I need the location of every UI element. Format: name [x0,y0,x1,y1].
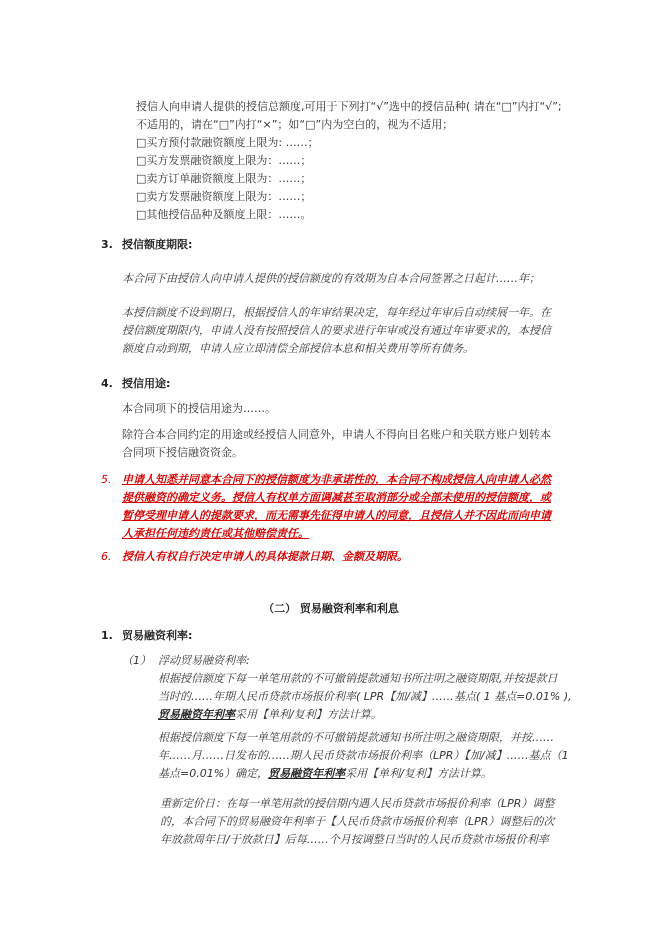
section-4-para-1: 本合同项下的授信用途为……。 [122,402,276,415]
rate-1-title: 贸易融资利率: [122,629,193,642]
rate-term-bold: 贸易融资年利率 [268,767,346,780]
intro-line-2: 不适用的，请在“□”内打“×”；如“□”内为空白的，视为不适用； [136,118,454,131]
section-2-heading: （二） 贸易融资利率和利息 [263,602,399,615]
rate-term-bold: 贸易融资年利率 [158,708,235,721]
section-3-para-2: 本授信额度不设到期日，根据授信人的年审结果决定，每年经过年审后自动续展一年。在 授信额度期限内，申请人没有按照授信人的要求进行年审或没有通过年审要求的，本授信 额度自动到期，申请人应立即清偿全部授信本息和相关费用等所有债务。 [122,306,551,355]
rate-para-a: 根据授信额度下每一单笔用款的不可撤销提款通知书所注明之融资期限,并按提款日 当时的……年期人民币贷款市场报价利率( LPR【加/减】……基点( 1 基点=0.01% ), 贸易融资年利率采用【单利/复利】方法计算。 [158,672,572,721]
section-3-number: 3. [101,238,113,251]
intro-item: □买方预付款融资额度上限为: ……； [136,136,319,149]
section-5-text: 申请人知悉并同意本合同下的授信额度为非承诺性的，本合同不构成授信人向申请人必然 提供融资的确定义务。授信人有权单方面调减甚至取消部分或全部未使用的授信额度，或 暂停受理申请人的提款要求，而无需事先征得申请人的同意，且授信人并不因此而向申请 人承担任何违约责任或其他赔偿责任。 [122,473,551,540]
section-5-number: 5. [101,473,112,486]
section-4-title: 授信用途: [122,377,171,390]
intro-block [136,98,636,224]
section-6-number: 6. [101,550,112,563]
intro-item: □买方发票融资额度上限为：……； [136,154,312,167]
intro-item: □其他授信品种及额度上限：……。 [136,208,312,221]
rate-1-number: 1. [101,629,113,642]
rate-para-b: 根据授信额度下每一单笔用款的不可撤销提款通知书所注明之融资期限，并按…… 年……月……日发布的……期人民币贷款市场报价利率（LPR）【加/减】……基点（1 基点=0.01%）确定，贸易融资年利率采用【单利/复利】方法计算。 [158,731,569,780]
rate-1-sub-title: 浮动贸易融资利率: [158,654,250,667]
intro-line-1: 授信人向申请人提供的授信总额度,可用于下列打“√”选中的授信品种( 请在“□”内打“√”; [136,100,562,113]
intro-item: □卖方发票融资额度上限为：……； [136,190,312,203]
section-4-para-2: 除符合本合同约定的用途或经授信人同意外，申请人不得向目名账户和关联方账户划转本 合同项下授信融资资金。 [122,428,551,459]
intro-item: □卖方订单融资额度上限为：……； [136,172,312,185]
section-3-title: 授信额度期限: [122,238,193,251]
reprice-para: 重新定价日：在每一单笔用款的授信期内遇人民币贷款市场报价利率（LPR）调整 的，本合同下的贸易融资年利率于【人民币贷款市场报价利率（LPR）调整后的次 年放款周年日/于放款日】后每……个月按调整日当时的人民币贷款市场报价利率 [160,797,555,846]
section-6-text: 授信人有权自行决定申请人的具体提款日期、金额及期限。 [122,550,408,563]
section-3-para-1: 本合同下由授信人向申请人提供的授信额度的有效期为自本合同签署之日起计……年； [122,272,540,285]
rate-1-sub-number: （1） [122,654,151,667]
section-4-number: 4. [101,377,113,390]
